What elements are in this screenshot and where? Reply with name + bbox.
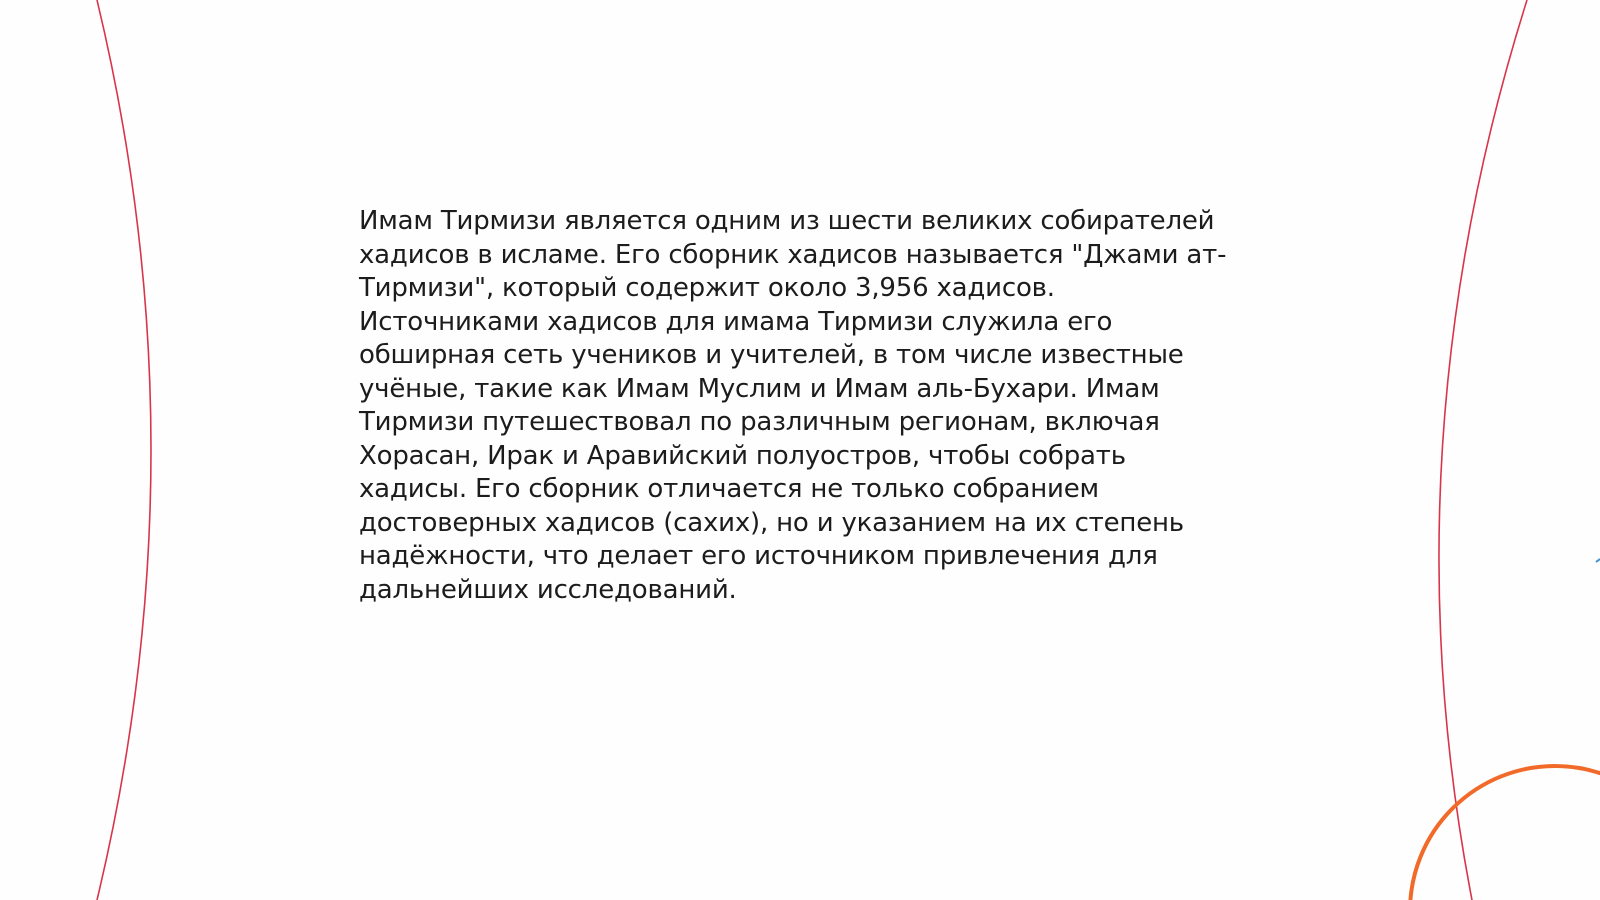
right-frame-arc [1439,0,1527,900]
left-frame-arc [97,0,151,900]
accent-circle [1410,766,1600,900]
body-text: Имам Тирмизи является одним из шести великих собирателей хадисов в исламе. Его сборник хадисов называется "Джами ат- Тирмизи", который содержит около 3,956 хадисов. Источниками хадисов для имама Тирмизи служила его обширная сеть учеников и учителей, в том числе известные учёные, такие как Имам Муслим и Имам аль-Бухари. Имам Тирмизи путешествовал по различным регионам, включая Хорасан, Ирак и Аравийский полуостров, чтобы собрать хадисы. Его сборник отличается не только собранием достоверных хадисов (сахих), но и указанием на их степень надёжности, что делает его источником привлечения для дальнейших исследований. [359,206,1227,605]
edge-mark-icon [1596,559,1600,562]
